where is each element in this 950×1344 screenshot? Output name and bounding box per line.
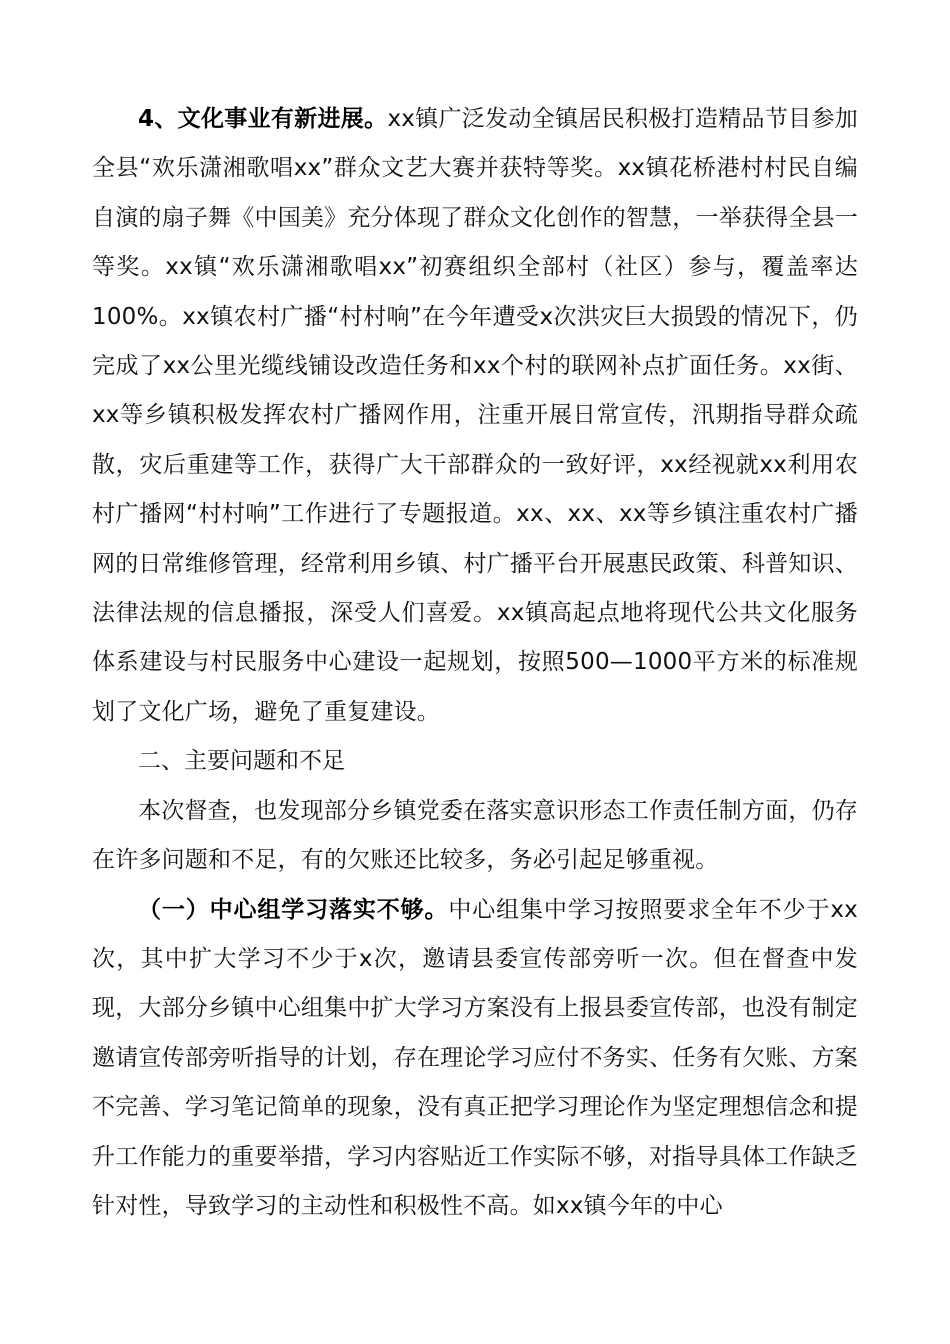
subsection-1-title: （一）中心组学习落实不够。	[138, 896, 449, 923]
subsection-1-body: 中心组集中学习按照要求全年不少于xx次，其中扩大学习不少于x次，邀请县委宣传部旁听一次。但在督查中发现，大部分乡镇中心组集中扩大学习方案没有上报县委宣传部，也没有制定邀请宣传部旁听指导的计划，存在理论学习应付不务实、任务有欠账、方案不完善、学习笔记简单的现象，没有真正把学习理论作为坚定理想信念和提升工作能力的重要举措，学习内容贴近工作实际不够，对指导具体工作缺乏针对性，导致学习的主动性和积极性不高。如xx镇今年的中心	[92, 896, 858, 1219]
paragraph-intro: 本次督查，也发现部分乡镇党委在落实意识形态工作责任制方面，仍存在许多问题和不足，有的欠账还比较多，务必引起足够重视。	[92, 797, 858, 874]
paragraph-section-4	[92, 95, 858, 737]
paragraph-subsection-1	[92, 886, 858, 1232]
section-4-title: 4、文化事业有新进展。	[138, 106, 388, 132]
section-4-body: xx镇广泛发动全镇居民积极打造精品节目参加全县“欢乐潇湘歌唱xx”群众文艺大赛并获特等奖。xx镇花桥港村村民自编自演的扇子舞《中国美》充分体现了群众文化创作的智慧，一举获得全县一等奖。xx镇“欢乐潇湘歌唱xx”初赛组织全部村（社区）参与，覆盖率达100%。xx镇农村广播“村村响”在今年遭受x次洪灾巨大损毁的情况下，仍完成了xx公里光缆线铺设改造任务和xx个村的联网补点扩面任务。xx街、xx等乡镇积极发挥农村广播网作用，注重开展日常宣传，汛期指导群众疏散，灾后重建等工作，获得广大干部群众的一致好评，xx经视就xx利用农村广播网“村村响”工作进行了专题报道。xx、xx、xx等乡镇注重农村广播网的日常维修管理，经常利用乡镇、村广播平台开展惠民政策、科普知识、法律法规的信息播报，深受人们喜爱。xx镇高起点地将现代公共文化服务体系建设与村民服务中心建设一起规划，按照500—1000平方米的标准规划了文化广场，避免了重复建设。	[92, 106, 858, 725]
section-two-heading: 二、主要问题和不足	[138, 748, 345, 775]
